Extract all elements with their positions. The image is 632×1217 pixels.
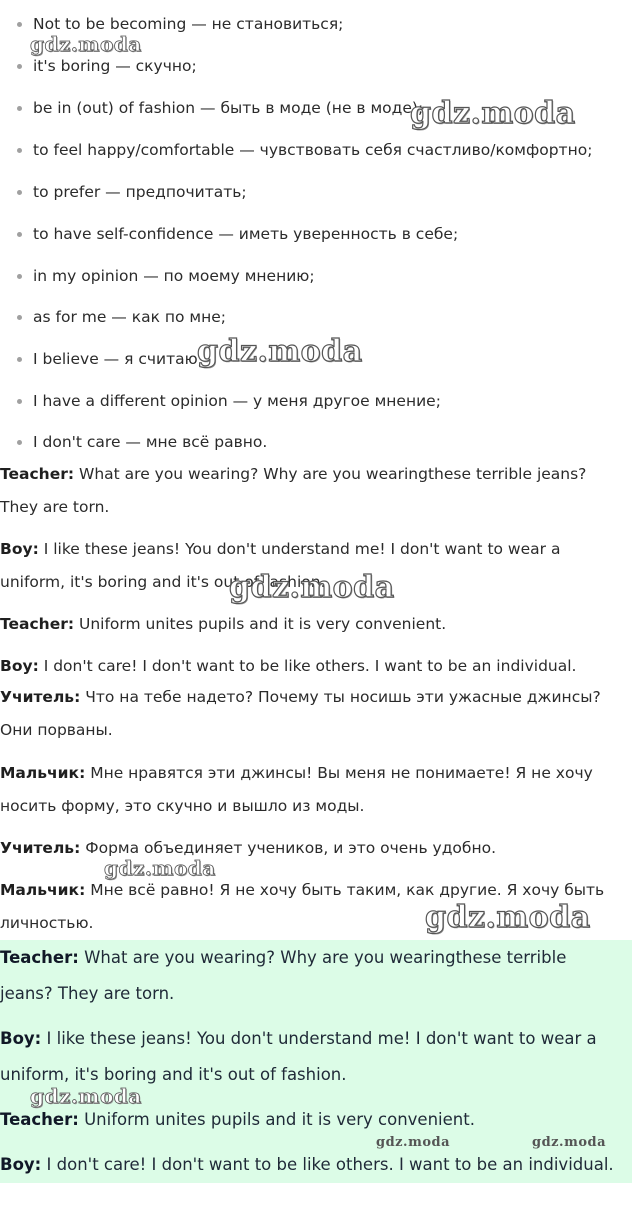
vocab-item: to feel happy/comfortable — чувствовать себя счастливо/комфортно; [33, 141, 593, 159]
speaker-name: Teacher [0, 948, 73, 967]
vocab-item: to prefer — предпочитать; [33, 183, 247, 201]
dialogue-text: Что на тебе надето? Почему ты носишь эти ужасные джинсы? Они порваны. [0, 688, 601, 739]
watermark: gdz.moda [410, 96, 576, 131]
watermark: gdz.moda [229, 570, 395, 605]
speaker-name: Teacher [0, 1110, 73, 1129]
dialogue-text: Мне нравятся эти джинсы! Вы меня не понимаете! Я не хочу носить форму, это скучно и вышло из моды. [0, 764, 593, 815]
dialogue-text: I don't care! I don't want to be like others. I want to be an individual. [38, 657, 577, 675]
watermark: gdz.moda [532, 1135, 607, 1150]
dialogue-text: I like these jeans! You don't understand me! I don't want to wear a uniform, it's boring and it's out of fashion. [0, 540, 561, 591]
speaker-name: Мальчик [0, 881, 80, 899]
speaker-name: Boy [0, 1155, 35, 1174]
speaker-name: Boy [0, 540, 33, 558]
watermark: gdz.moda [197, 334, 363, 369]
dialogue-line: Учитель: Что на тебе надето? Почему ты носишь эти ужасные джинсы? Они порваны. [0, 688, 601, 739]
vocab-item: as for me — как по мне; [33, 308, 227, 326]
speaker-name: Учитель [0, 688, 75, 706]
speaker-name: Teacher [0, 615, 68, 633]
dialogue-line: Teacher: What are you wearing? Why are you wearingthese terrible jeans? They are torn. [0, 465, 587, 516]
dialogue-line: Teacher: Uniform unites pupils and it is very convenient. [0, 615, 447, 633]
watermark: gdz.moda [376, 1135, 451, 1150]
vocab-item: I have a different opinion — у меня другое мнение; [33, 392, 441, 410]
highlighted-dialogue-line: Boy: I don't care! I don't want to be like others. I want to be an individual. [0, 1155, 614, 1174]
vocab-item: be in (out) of fashion — быть в моде (не в моде); [33, 99, 424, 117]
dialogue-line: Учитель: Форма объединяет учеников, и это очень удобно. [0, 839, 496, 857]
watermark: gdz.moda [104, 856, 216, 880]
highlighted-dialogue-line: Teacher: What are you wearing? Why are you wearingthese terrible jeans? They are torn. [0, 948, 567, 1003]
speaker-name: Boy [0, 657, 33, 675]
vocab-item: in my opinion — по моему мнению; [33, 267, 315, 285]
speaker-name: Мальчик [0, 764, 80, 782]
speaker-name: Boy [0, 1029, 35, 1048]
dialogue-text: Uniform unites pupils and it is very convenient. [74, 615, 447, 633]
dialogue-text: I like these jeans! You don't understand me! I don't want to wear a uniform, it's boring and it's out of fashion. [0, 1029, 597, 1084]
dialogue-line: Boy: I don't care! I don't want to be like others. I want to be an individual. [0, 657, 577, 675]
vocab-item: I believe — я считаю; [33, 350, 203, 368]
dialogue-text: Форма объединяет учеников, и это очень удобно. [80, 839, 496, 857]
dialogue-text: Мне всё равно! Я не хочу быть таким, как другие. Я хочу быть личностью. [0, 881, 605, 932]
speaker-name: Учитель [0, 839, 75, 857]
dialogue-line: Мальчик: Мне всё равно! Я не хочу быть таким, как другие. Я хочу быть личностью. [0, 881, 605, 932]
vocab-item: I don't care — мне всё равно. [33, 433, 268, 451]
vocab-item: it's boring — скучно; [33, 57, 197, 75]
watermark: gdz.moda [425, 900, 591, 935]
dialogue-text: Uniform unites pupils and it is very convenient. [78, 1110, 475, 1129]
dialogue-line: Мальчик: Мне нравятся эти джинсы! Вы меня не понимаете! Я не хочу носить форму, это скучно и вышло из моды. [0, 764, 593, 815]
watermark: gdz.moda [30, 1084, 142, 1108]
vocab-item: to have self-confidence — иметь уверенность в себе; [33, 225, 459, 243]
dialogue-text: I don't care! I don't want to be like others. I want to be an individual. [41, 1155, 614, 1174]
watermark: gdz.moda [30, 32, 142, 56]
highlighted-dialogue-line: Teacher: Uniform unites pupils and it is very convenient. [0, 1110, 475, 1129]
vocab-item: Not to be becoming — не становиться; [33, 15, 344, 33]
dialogue-text: What are you wearing? Why are you wearingthese terrible jeans? They are torn. [0, 948, 567, 1003]
highlighted-dialogue-line: Boy: I like these jeans! You don't understand me! I don't want to wear a uniform, it's boring and it's out of fashion. [0, 1029, 597, 1084]
dialogue-text: What are you wearing? Why are you wearingthese terrible jeans? They are torn. [0, 465, 587, 516]
speaker-name: Teacher [0, 465, 68, 483]
dialogue-line: Boy: I like these jeans! You don't understand me! I don't want to wear a uniform, it's boring and it's out of fashion. [0, 540, 561, 591]
